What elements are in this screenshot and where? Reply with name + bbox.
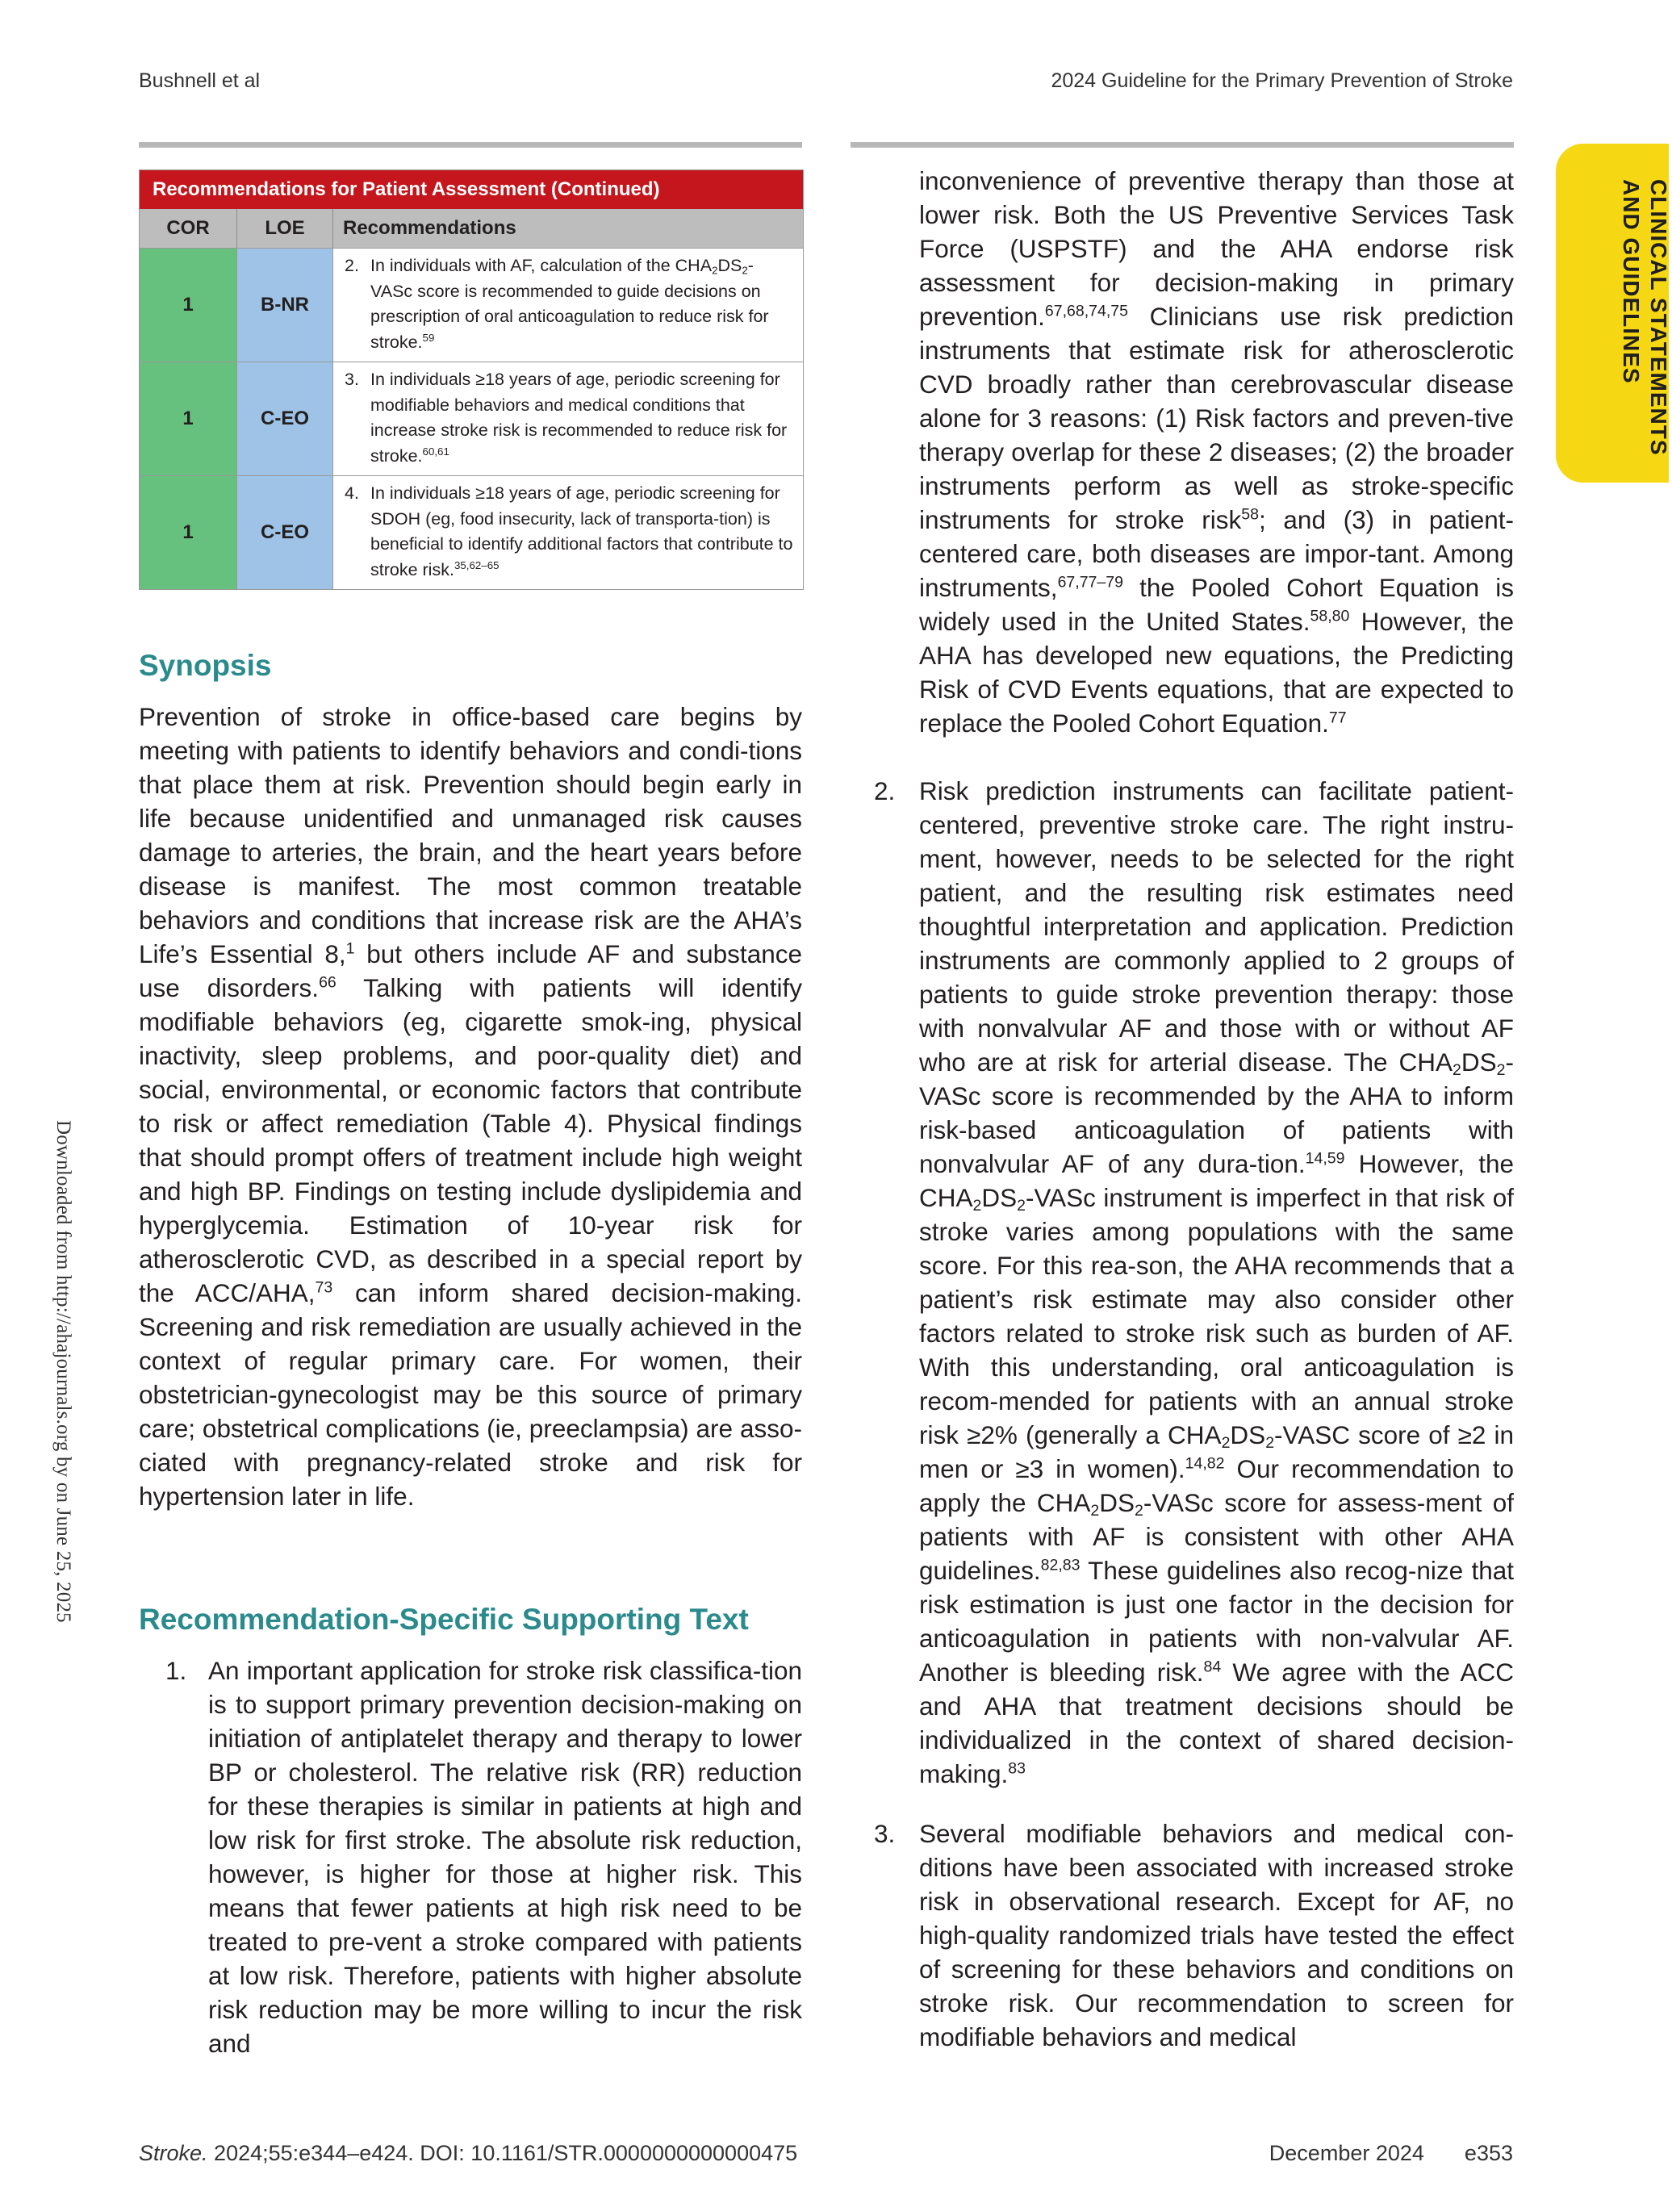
rec-number: 4.	[345, 483, 359, 503]
synopsis-heading: Synopsis	[139, 649, 272, 682]
table-row	[140, 475, 803, 589]
rec-text: In individuals with AF, calculation of the $CHA_2DS_2$-VASc score is recommended to guide decisions on prescription of oral anticoagulation to reduce risk for stroke.$^{59}$	[370, 256, 769, 352]
footer-citation: Stroke. 2024;55:e344–e424. DOI: 10.1161/STR.0000000000000475	[139, 2141, 798, 2165]
citation: 60,61	[422, 445, 449, 458]
rec-number: 2.	[345, 256, 359, 275]
running-header-title: 2024 Guideline for the Primary Prevention of Stroke	[1051, 69, 1513, 92]
cor-cell: 1	[140, 476, 237, 589]
rsst-item-1-continued: inconvenience of preventive therapy than those at lower risk. Both the US Preventive Services Task Force (USPSTF) and the AHA endorse risk assessment for decision-making in primary prevention.$^{67,68,74,75}$ Clinicians use risk prediction instruments that estimate risk for atherosclerotic CVD broadly rather than cerebrovascular disease alone for 3 reasons: (1) Risk factors and preven-tive therapy overlap for these 2 diseases; (2) the broader instruments perform as well as stroke-specific instruments for stroke risk$^{58}$; and (3) in patient-centered care, both diseases are impor-tant. Among instruments,$^{67,77-79}$ the Pooled Cohort Equation is widely used in the United States.$^{58,80}$ However, the AHA has developed new equations, the Predicting Risk of CVD Events equations, that are expected to replace the Pooled Cohort Equation.$^{77}$	[919, 166, 1514, 738]
table-row	[140, 248, 803, 362]
cor-cell: 1	[140, 362, 237, 475]
list-number: 1.	[165, 1656, 187, 1685]
side-tab-line-2: AND GUIDELINES	[1619, 179, 1644, 384]
list-number: 3.	[874, 1819, 896, 1848]
loe-cell: B-NR	[237, 249, 333, 362]
rec-text: In individuals ≥18 years of age, periodic screening for modifiable behaviors and medical conditions that increase stroke risk is recommended to reduce risk for stroke.$^{60,61}$	[370, 370, 788, 466]
side-tab-label	[1617, 179, 1672, 456]
rsst-item-1: An important application for stroke risk classifica-tion is to support primary prevention decision-making on initiation of antiplatelet therapy and therapy to lower BP or cholesterol. The relative risk (RR) reduction for these therapies is similar in patients at high and low risk for first stroke. The absolute risk reduction, however, is higher for those at higher risk. This means that fewer patients at high risk need to be treated to pre-vent a stroke compared with patients at low risk. Therefore, patients with higher absolute risk reduction may be more willing to incur the risk and	[208, 1656, 802, 2058]
footer-date-page: December 2024 e353	[1269, 2141, 1513, 2165]
citation: 59	[422, 331, 435, 344]
header-rule-right	[851, 142, 1514, 148]
recommendation-cell	[333, 476, 803, 589]
recommendation-cell	[333, 362, 803, 475]
rsst-item-2: Risk prediction instruments can facilitate patient-centered, preventive stroke care. The right instru-ment, however, needs to be selected for the right patient, and the resulting risk estimates need thoughtful interpretation and application. Prediction instruments are commonly applied to 2 groups of patients to guide stroke prevention therapy: those with nonvalvular AF and those with or without AF who are at risk for arterial disease. The $CHA_2DS_2$-VASc score is recommended by the AHA to inform risk-based anticoagulation of patients with nonvalvular AF of any dura-tion.$^{14,59}$ However, the $CHA_2DS_2$-VASc instrument is imperfect in that risk of stroke varies among populations with the same score. For this rea-son, the AHA recommends that a patient’s risk estimate may also consider other factors related to stroke risk such as burden of AF. With this understanding, oral anticoagulation is recom-mended for patients with an annual stroke risk ≥2% (generally a $CHA_2DS_2$-VASC score of ≥2 in men or ≥3 in women).$^{14,82}$ Our recommendation to apply the $CHA_2DS_2$-VASc score for assess-ment of patients with AF is consistent with other AHA guidelines.$^{82,83}$ These guidelines also recog-nize that risk estimation is just one factor in the decision for anticoagulation in patients with non-valvular AF. Another is bleeding risk.$^{84}$ We agree with the ACC and AHA that treatment decisions should be individualized in the context of shared decision-making.$^{83}$	[919, 776, 1515, 1788]
loe-cell: C-EO	[237, 476, 333, 589]
table-header-row	[140, 209, 803, 248]
side-tab-line-1: CLINICAL STATEMENTS	[1646, 179, 1671, 456]
download-note: Downloaded from http://ahajournals.org by on June 25, 2025	[52, 1120, 74, 1623]
recommendation-cell	[333, 249, 803, 362]
loe-cell: C-EO	[237, 362, 333, 475]
col-header-recommendations: Recommendations	[343, 217, 516, 239]
list-number: 2.	[874, 776, 896, 805]
col-header-loe: LOE	[237, 209, 333, 248]
synopsis-paragraph: Prevention of stroke in office-based care begins by meeting with patients to identify behaviors and condi-tions that place them at risk. Prevention should begin early in life because unidentified and unmanaged risk causes damage to arteries, the brain, and the heart years before disease is manifest. The most common treatable behaviors and conditions that increase risk are the AHA’s Life’s Essential 8,$^1$ but others include AF and substance use disorders.$^{66}$ Talking with patients will identify modifiable behaviors (eg, cigarette smok-ing, physical inactivity, sleep problems, and poor-quality diet) and social, environmental, or economic factors that contribute to risk or affect remediation (Table 4). Physical findings that should prompt offers of treatment include high weight and high BP. Findings on testing include dyslipidemia and hyperglycemia. Estimation of 10-year risk for atherosclerotic CVD, as described in a special report by the ACC/AHA,$^{73}$ can inform shared decision-making. Screening and risk remediation are usually achieved in the context of regular primary care. For women, their obstetrician-gynecologist may be this source of primary care; obstetrical complications (ie, preeclampsia) are asso-ciated with pregnancy-related stroke and risk for hypertension later in life.	[139, 702, 802, 1511]
rsst-item-3: Several modifiable behaviors and medical con-ditions have been associated with increased stroke risk in observational research. Except for AF, no high-quality randomized trials have tested the effect of screening for these behaviors and conditions on stroke risk. Our recommendation to screen for modifiable behaviors and medical	[919, 1819, 1514, 2051]
cor-cell: 1	[140, 249, 237, 362]
rsst-heading: Recommendation-Specific Supporting Text	[139, 1603, 749, 1636]
col-header-cor: COR	[140, 209, 237, 248]
recommendations-table	[139, 169, 804, 590]
table-row	[140, 362, 803, 475]
rec-text: In individuals ≥18 years of age, periodic screening for SDOH (eg, food insecurity, lack of transporta-tion) is beneficial to identify additional factors that contribute to stroke risk.$^{35,62-65}$	[370, 483, 793, 579]
rec-number: 3.	[345, 370, 359, 389]
running-header-authors: Bushnell et al	[139, 69, 261, 92]
citation: 35,62–65	[454, 558, 500, 571]
header-rule-left	[139, 142, 802, 148]
table-title: Recommendations for Patient Assessment (Continued)	[140, 170, 803, 209]
